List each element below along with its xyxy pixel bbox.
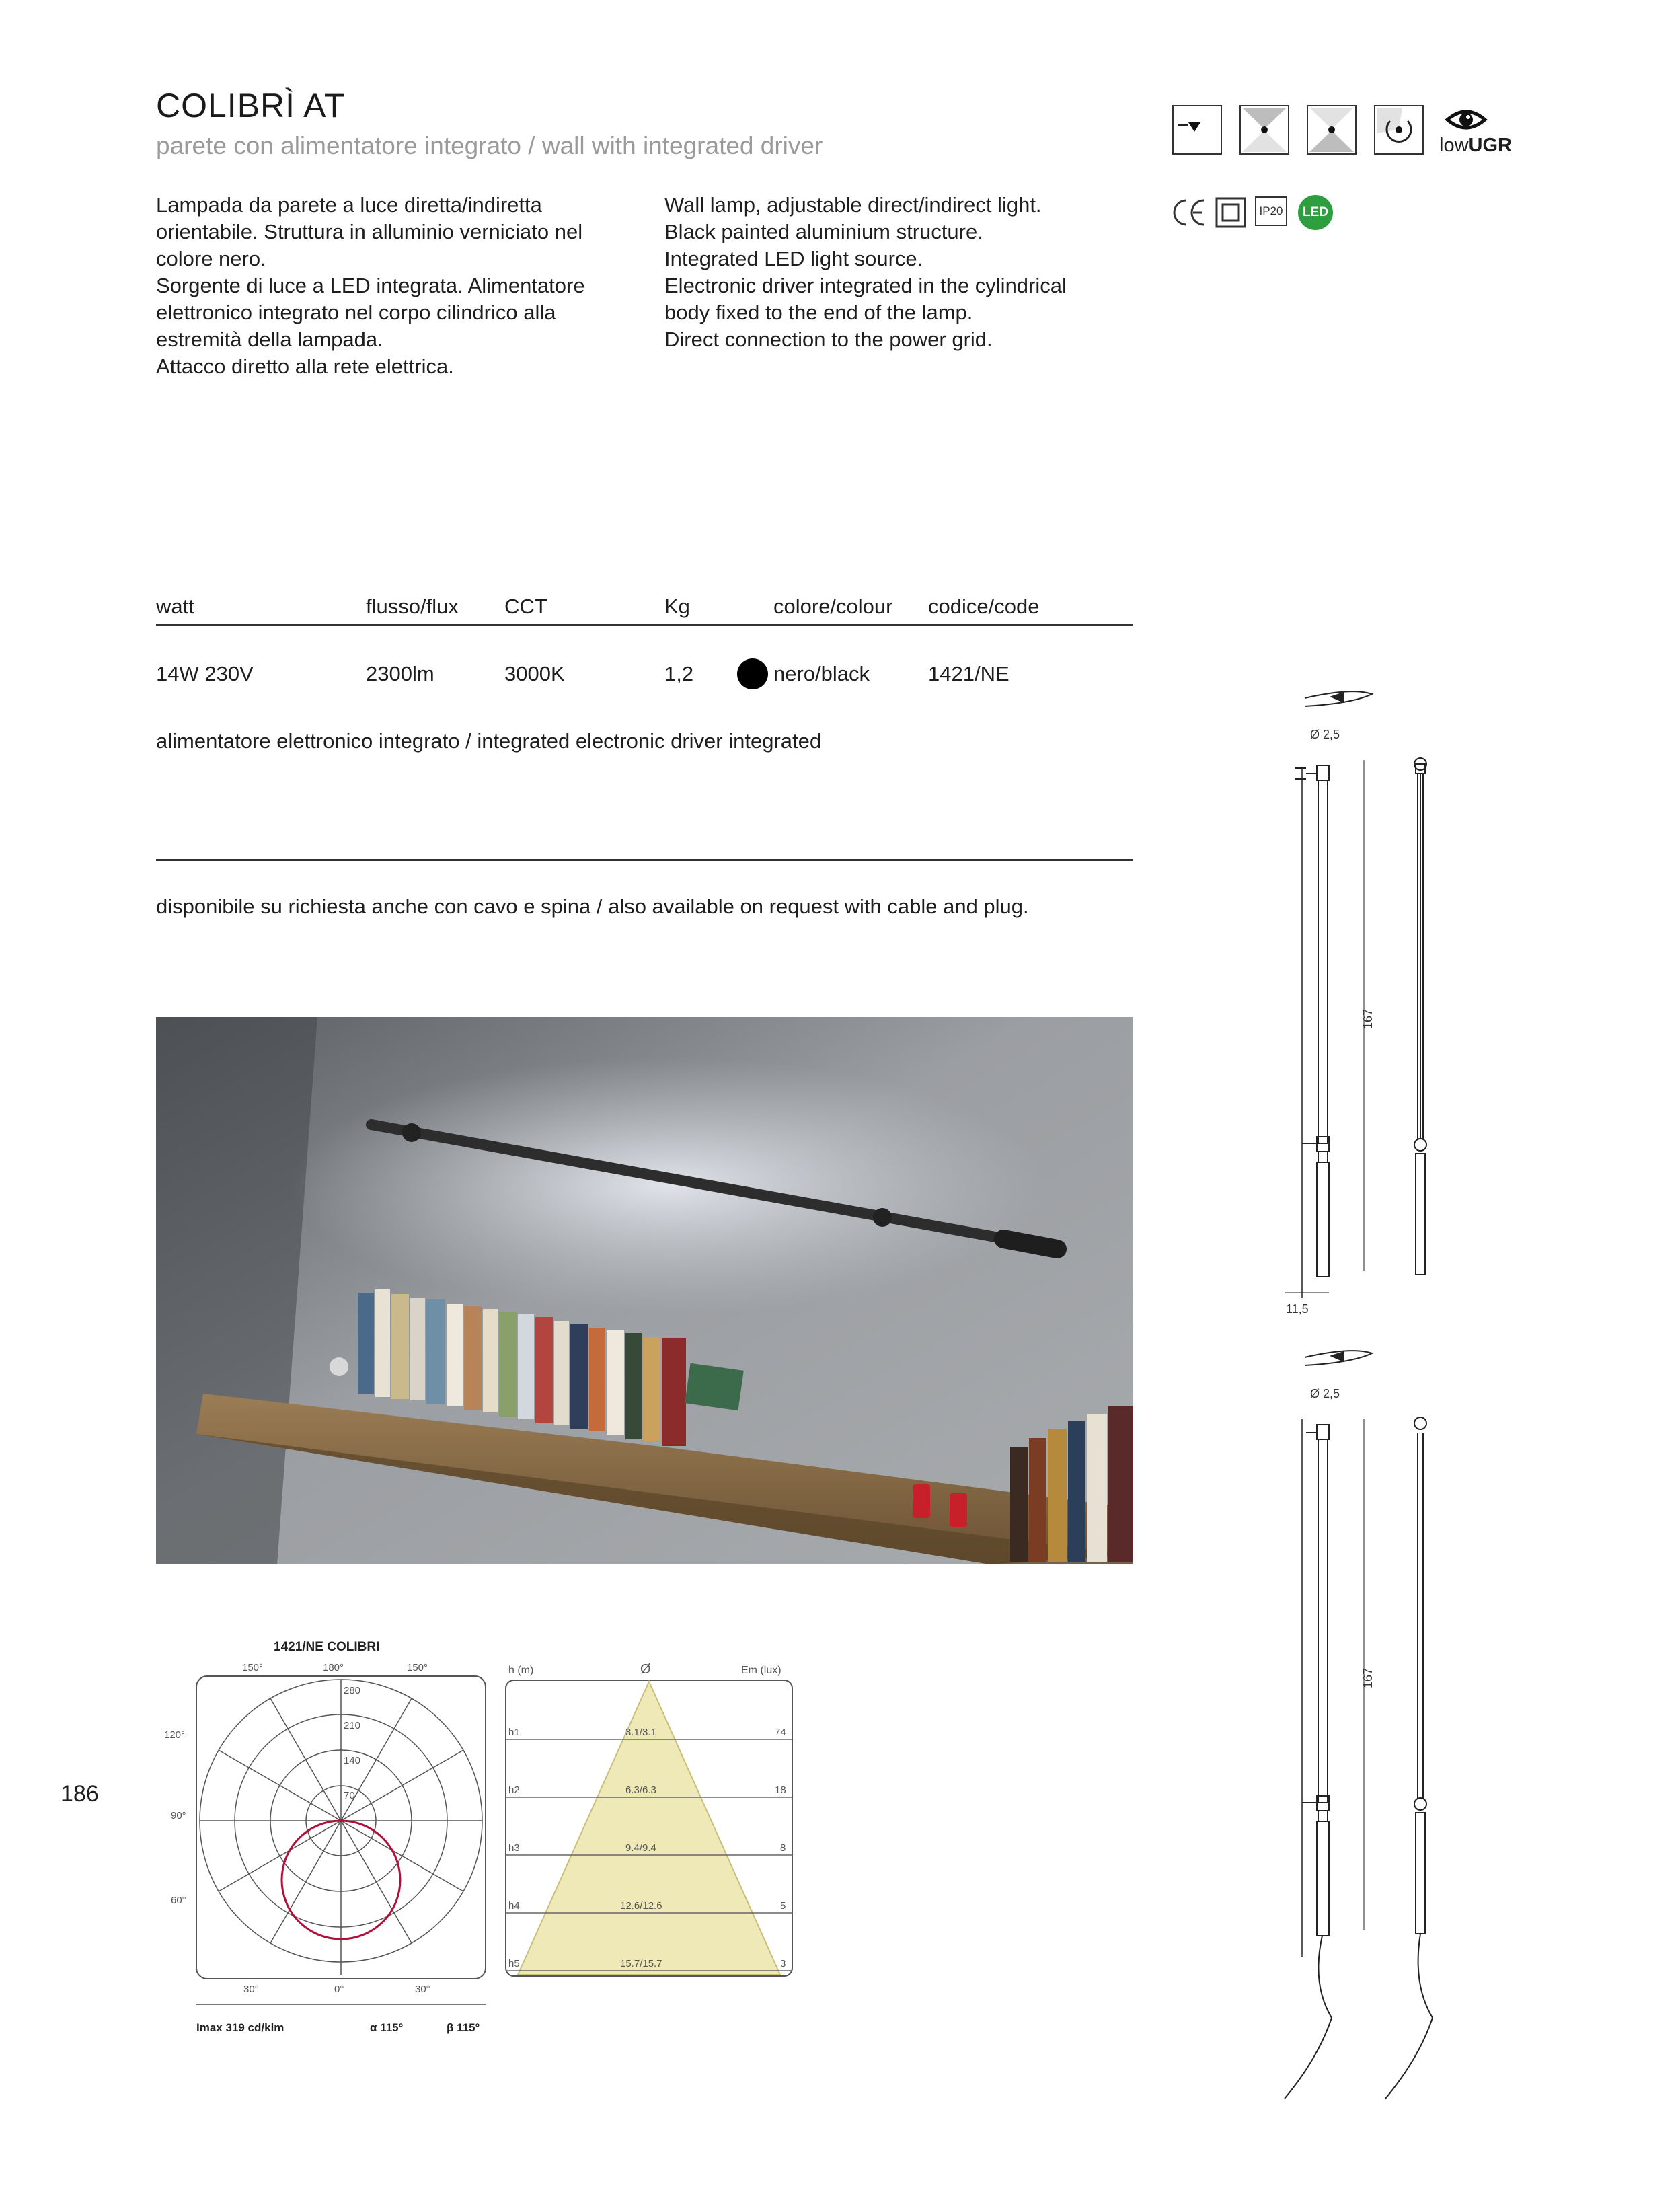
angle-label: 90° <box>171 1810 186 1821</box>
eye-icon <box>1445 106 1488 133</box>
cone-row-diameter: 3.1/3.1 <box>625 1727 656 1738</box>
illuminance-cone-diagram <box>504 1648 800 1998</box>
product-title: COLIBRÌ AT <box>156 87 346 124</box>
height-label: 167 <box>1361 1008 1375 1029</box>
depth-label: 11,5 <box>1286 1302 1309 1316</box>
led-badge: LED <box>1298 195 1333 230</box>
description-line: orientabile. Struttura in alluminio verniciato nel <box>156 220 583 243</box>
beta-label: β 115° <box>447 2021 480 2034</box>
table-header-code: codice/code <box>928 595 1040 618</box>
radial-label: 280 <box>344 1685 361 1696</box>
angle-label: 180° <box>323 1662 344 1673</box>
low-ugr-badge <box>1439 106 1512 157</box>
cell-kg: 1,2 <box>664 662 694 685</box>
description-line: Direct connection to the power grid. <box>664 328 993 351</box>
wall-direct-icon <box>1239 105 1289 155</box>
technical-drawing-fixed <box>1278 679 1453 1325</box>
diameter-label: Ø 2,5 <box>1310 728 1340 741</box>
cone-header-em: Em (lux) <box>741 1665 781 1676</box>
cone-header-h: h (m) <box>508 1665 534 1676</box>
cone-row-em: 8 <box>780 1842 786 1854</box>
cone-row-em: 74 <box>775 1727 786 1738</box>
description-line: Sorgente di luce a LED integrata. Alimentatore <box>156 274 585 297</box>
polar-title: 1421/NE COLIBRI <box>274 1640 380 1654</box>
cone-row-em: 5 <box>780 1900 786 1912</box>
section-rule <box>156 859 1133 861</box>
description-english <box>664 192 1067 353</box>
cell-flux: 2300lm <box>366 662 434 685</box>
table-header-cct: CCT <box>504 595 547 618</box>
cone-row-h: h1 <box>508 1727 520 1738</box>
technical-drawing-with-cable <box>1278 1338 1453 2112</box>
alpha-label: α 115° <box>370 2021 404 2034</box>
table-header-watt: watt <box>156 595 194 618</box>
cell-cct: 3000K <box>504 662 565 685</box>
height-label: 167 <box>1361 1667 1375 1688</box>
cone-row-h: h4 <box>508 1900 520 1912</box>
diameter-label: Ø 2,5 <box>1310 1387 1340 1400</box>
angle-label: 30° <box>243 1984 259 1995</box>
angle-label: 150° <box>242 1662 264 1673</box>
table-header-kg: Kg <box>664 595 690 618</box>
product-subtitle: parete con alimentatore integrato / wall with integrated driver <box>156 132 823 159</box>
description-line: body fixed to the end of the lamp. <box>664 301 973 324</box>
description-line: Wall lamp, adjustable direct/indirect light. <box>664 193 1042 217</box>
radial-label: 70 <box>344 1790 355 1801</box>
table-header-colour: colore/colour <box>773 595 893 618</box>
description-line: Attacco diretto alla rete elettrica. <box>156 354 454 378</box>
page-number: 186 <box>61 1781 99 1807</box>
description-line: colore nero. <box>156 247 266 270</box>
product-photo <box>156 1017 1133 1564</box>
description-line: elettronico integrato nel corpo cilindrico alla <box>156 301 556 324</box>
cone-header-diameter: Ø <box>640 1662 651 1677</box>
cone-row-em: 3 <box>780 1958 786 1969</box>
cell-code: 1421/NE <box>928 662 1009 685</box>
table-header-rule <box>156 624 1133 626</box>
cone-row-diameter: 6.3/6.3 <box>625 1784 656 1796</box>
angle-label: 120° <box>164 1729 186 1741</box>
cone-row-diameter: 12.6/12.6 <box>620 1900 662 1912</box>
cone-row-diameter: 9.4/9.4 <box>625 1842 656 1854</box>
angle-label: 0° <box>334 1984 344 1995</box>
description-italian <box>156 192 585 380</box>
cone-row-em: 18 <box>775 1784 786 1796</box>
cell-watt: 14W 230V <box>156 662 254 685</box>
cell-colour: nero/black <box>773 662 870 685</box>
cone-row-diameter: 15.7/15.7 <box>620 1958 662 1969</box>
driver-note: alimentatore elettronico integrato / integrated electronic driver integrated <box>156 729 822 753</box>
low-ugr-suffix: UGR <box>1468 135 1512 156</box>
description-line: Integrated LED light source. <box>664 247 923 270</box>
low-ugr-prefix: low <box>1439 135 1469 156</box>
cone-row-h: h2 <box>508 1784 520 1796</box>
angle-label: 30° <box>415 1984 430 1995</box>
radial-label: 210 <box>344 1720 361 1731</box>
description-line: Electronic driver integrated in the cylindrical <box>664 274 1067 297</box>
radial-label: 140 <box>344 1755 361 1766</box>
wall-indirect-icon <box>1307 105 1357 155</box>
adjustable-icon <box>1374 105 1424 155</box>
ce-mark-icon <box>1172 196 1207 232</box>
description-line: Black painted aluminium structure. <box>664 220 983 243</box>
description-line: estremità della lampada. <box>156 328 383 351</box>
ip-rating-badge: IP20 <box>1255 196 1287 226</box>
polar-diagram <box>156 1628 499 2045</box>
class-ii-insulation-icon <box>1215 196 1247 232</box>
downlight-icon <box>1172 105 1222 155</box>
availability-note: disponibile su richiesta anche con cavo e spina / also available on request with cable and plug. <box>156 895 1029 918</box>
angle-label: 60° <box>171 1895 186 1906</box>
imax-label: Imax 319 cd/klm <box>196 2021 284 2034</box>
angle-label: 150° <box>407 1662 428 1673</box>
description-line: Lampada da parete a luce diretta/indiretta <box>156 193 542 217</box>
cone-row-h: h5 <box>508 1958 520 1969</box>
colour-swatch <box>737 658 768 689</box>
cone-row-h: h3 <box>508 1842 520 1854</box>
table-header-flux: flusso/flux <box>366 595 459 618</box>
